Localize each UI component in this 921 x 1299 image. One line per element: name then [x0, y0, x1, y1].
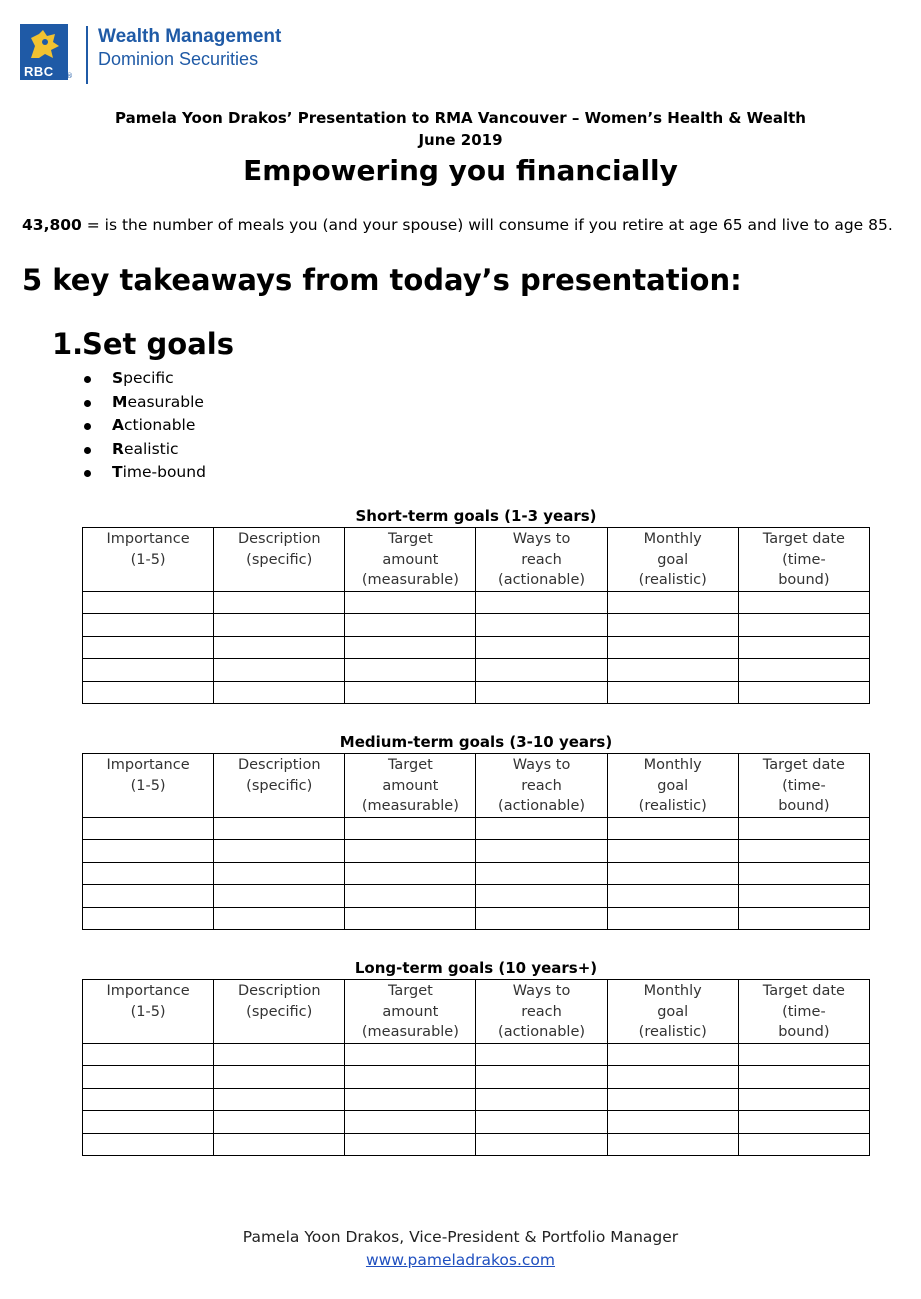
- table-cell[interactable]: [345, 1133, 476, 1156]
- table-header-row: [83, 980, 870, 1044]
- table-row: [83, 591, 870, 614]
- table-cell[interactable]: [83, 1088, 214, 1111]
- short-term-title: Short-term goals (1-3 years): [355, 507, 597, 525]
- table-cell[interactable]: [345, 636, 476, 659]
- column-header-line: Ways to: [512, 531, 571, 547]
- table-cell[interactable]: [83, 1133, 214, 1156]
- medium-term-title: Medium-term goals (3-10 years): [339, 733, 613, 751]
- table-row: [83, 614, 870, 637]
- table-cell[interactable]: [83, 840, 214, 863]
- smart-rest: ctionable: [124, 416, 196, 435]
- goal-label: Set goals: [82, 327, 234, 361]
- smart-item-specific: [82, 367, 206, 391]
- column-header-line: (actionable): [498, 1024, 586, 1040]
- table-cell[interactable]: [607, 1066, 738, 1089]
- table-cell[interactable]: [83, 614, 214, 637]
- table-cell[interactable]: [345, 840, 476, 863]
- goal-number: 1.: [52, 327, 84, 361]
- takeaways-heading: 5 key takeaways from today’s presentation:: [22, 263, 742, 297]
- table-cell[interactable]: [214, 681, 345, 704]
- bullet-icon: [84, 470, 91, 477]
- website-link[interactable]: www.pameladrakos.com: [365, 1251, 556, 1269]
- table-row: [83, 681, 870, 704]
- table-cell[interactable]: [738, 885, 869, 908]
- logo-wealth-management: Wealth Management: [98, 26, 282, 47]
- column-header-line: reach: [521, 777, 562, 794]
- table-cell[interactable]: [738, 636, 869, 659]
- table-cell[interactable]: [214, 659, 345, 682]
- table-cell[interactable]: [83, 885, 214, 908]
- table-cell[interactable]: [214, 1066, 345, 1089]
- table-cell[interactable]: [607, 614, 738, 637]
- table-header-row: [83, 754, 870, 818]
- table-cell[interactable]: [476, 1133, 607, 1156]
- column-header: [83, 754, 214, 818]
- column-header-line: (specific): [246, 551, 313, 568]
- column-header: [345, 980, 476, 1044]
- table-row: [83, 1066, 870, 1089]
- table-cell[interactable]: [738, 1066, 869, 1089]
- table-cell[interactable]: [345, 659, 476, 682]
- table-cell[interactable]: [607, 681, 738, 704]
- table-row: [83, 1043, 870, 1066]
- table-cell[interactable]: [476, 862, 607, 885]
- table-cell[interactable]: [345, 1066, 476, 1089]
- column-header-line: Target: [387, 757, 433, 773]
- table-cell[interactable]: [476, 817, 607, 840]
- smart-item-measurable: [82, 391, 206, 415]
- rbc-logo: [20, 24, 280, 86]
- table-cell[interactable]: [345, 1111, 476, 1134]
- smart-rest: ealistic: [123, 439, 179, 458]
- smart-rest: easurable: [127, 392, 204, 411]
- column-header-line: Importance: [106, 983, 190, 999]
- smart-item-actionable: [82, 414, 206, 438]
- smart-rest: ime-bound: [122, 463, 206, 482]
- table-row: [83, 636, 870, 659]
- table-cell[interactable]: [83, 1111, 214, 1134]
- column-header-line: (realistic): [638, 798, 707, 814]
- column-header-line: Target date: [762, 531, 845, 547]
- column-header: [738, 528, 869, 592]
- table-cell[interactable]: [214, 840, 345, 863]
- meals-statement: [22, 216, 893, 234]
- bullet-icon: [84, 423, 91, 430]
- table-cell[interactable]: [738, 907, 869, 930]
- column-header: [607, 528, 738, 592]
- table-cell[interactable]: [214, 1111, 345, 1134]
- table-cell[interactable]: [83, 1043, 214, 1066]
- table-cell[interactable]: [476, 840, 607, 863]
- column-header-line: (actionable): [498, 798, 586, 814]
- table-cell[interactable]: [345, 862, 476, 885]
- short-term-goals-table: [82, 527, 870, 704]
- table-cell[interactable]: [476, 1043, 607, 1066]
- table-cell[interactable]: [214, 885, 345, 908]
- column-header-line: reach: [521, 551, 562, 568]
- medium-term-goals-table: [82, 753, 870, 930]
- smart-initial: T: [112, 463, 123, 482]
- presentation-subtitle: Pamela Yoon Drakos’ Presentation to RMA Vancouver – Women’s Health & Wealth: [115, 109, 806, 127]
- column-header-line: (realistic): [638, 1024, 707, 1040]
- table-cell[interactable]: [83, 862, 214, 885]
- column-header-line: goal: [657, 1003, 689, 1020]
- logo-dominion-securities: Dominion Securities: [98, 49, 259, 69]
- table-cell[interactable]: [607, 862, 738, 885]
- table-cell[interactable]: [476, 1066, 607, 1089]
- table-header-row: [83, 528, 870, 592]
- table-cell[interactable]: [738, 1111, 869, 1134]
- column-header-line: (1-5): [130, 777, 166, 794]
- column-header: [214, 528, 345, 592]
- logo-divider: [86, 26, 88, 84]
- table-cell[interactable]: [345, 885, 476, 908]
- table-cell[interactable]: [738, 1043, 869, 1066]
- column-header: [214, 754, 345, 818]
- column-header-line: Target date: [762, 983, 845, 999]
- smart-initial: R: [112, 439, 124, 458]
- table-cell[interactable]: [607, 907, 738, 930]
- table-cell[interactable]: [83, 907, 214, 930]
- table-cell[interactable]: [607, 885, 738, 908]
- bullet-icon: [84, 376, 91, 383]
- table-cell[interactable]: [214, 636, 345, 659]
- footer-link-container: [0, 1249, 921, 1271]
- column-header: [214, 980, 345, 1044]
- column-header-line: amount: [382, 1003, 439, 1020]
- table-cell[interactable]: [83, 681, 214, 704]
- table-cell[interactable]: [83, 636, 214, 659]
- column-header: [83, 528, 214, 592]
- column-header-line: (specific): [246, 1003, 313, 1020]
- column-header-line: (1-5): [130, 1003, 166, 1020]
- rbc-wordmark: RBC: [24, 64, 54, 79]
- bullet-icon: [84, 447, 91, 454]
- table-cell[interactable]: [738, 681, 869, 704]
- table-cell[interactable]: [345, 907, 476, 930]
- column-header-line: Target: [387, 531, 433, 547]
- table-cell[interactable]: [83, 817, 214, 840]
- column-header: [345, 528, 476, 592]
- table-cell[interactable]: [345, 817, 476, 840]
- table-cell[interactable]: [607, 1043, 738, 1066]
- smart-item-time-bound: [82, 461, 206, 485]
- table-cell[interactable]: [83, 659, 214, 682]
- table-cell[interactable]: [214, 1133, 345, 1156]
- page-title: Empowering you financially: [243, 154, 678, 187]
- bullet-icon: [84, 400, 91, 407]
- column-header-line: Monthly: [643, 757, 702, 773]
- table-cell[interactable]: [607, 591, 738, 614]
- column-header-line: Target: [387, 983, 433, 999]
- registered-mark: ®: [66, 72, 73, 80]
- column-header-line: amount: [382, 777, 439, 794]
- column-header: [476, 980, 607, 1044]
- column-header: [738, 980, 869, 1044]
- column-header-line: Description: [237, 757, 321, 773]
- smart-item-realistic: [82, 438, 206, 462]
- table-cell[interactable]: [738, 817, 869, 840]
- table-cell[interactable]: [738, 614, 869, 637]
- lion-icon: [25, 28, 63, 62]
- table-cell[interactable]: [476, 659, 607, 682]
- table-row: [83, 840, 870, 863]
- meals-text: = is the number of meals you (and your spouse) will consume if you retire at age 65 and live to age 85.: [81, 216, 893, 234]
- column-header: [83, 980, 214, 1044]
- column-header-line: goal: [657, 777, 689, 794]
- column-header-line: bound): [778, 798, 830, 814]
- column-header-line: (measurable): [361, 1024, 459, 1040]
- table-cell[interactable]: [738, 1133, 869, 1156]
- long-term-goals-table: [82, 979, 870, 1156]
- table-cell[interactable]: [738, 659, 869, 682]
- column-header-line: Description: [237, 531, 321, 547]
- column-header-line: Importance: [106, 757, 190, 773]
- table-cell[interactable]: [214, 614, 345, 637]
- table-cell[interactable]: [476, 614, 607, 637]
- column-header-line: (time-: [782, 1003, 826, 1020]
- smart-initial: M: [112, 392, 128, 411]
- table-cell[interactable]: [607, 1133, 738, 1156]
- column-header: [607, 754, 738, 818]
- column-header-line: Monthly: [643, 531, 702, 547]
- table-cell[interactable]: [345, 614, 476, 637]
- table-cell[interactable]: [83, 1066, 214, 1089]
- table-row: [83, 1088, 870, 1111]
- table-cell[interactable]: [738, 1088, 869, 1111]
- table-cell[interactable]: [214, 862, 345, 885]
- table-cell[interactable]: [607, 1111, 738, 1134]
- column-header-line: Monthly: [643, 983, 702, 999]
- table-row: [83, 659, 870, 682]
- table-cell[interactable]: [214, 591, 345, 614]
- table-cell[interactable]: [607, 1088, 738, 1111]
- column-header-line: (actionable): [498, 572, 586, 588]
- column-header-line: reach: [521, 1003, 562, 1020]
- column-header: [476, 754, 607, 818]
- table-cell[interactable]: [345, 591, 476, 614]
- table-row: [83, 1111, 870, 1134]
- column-header-line: (specific): [246, 777, 313, 794]
- column-header-line: (1-5): [130, 551, 166, 568]
- table-cell[interactable]: [214, 907, 345, 930]
- table-row: [83, 907, 870, 930]
- table-cell[interactable]: [476, 1088, 607, 1111]
- table-cell[interactable]: [607, 840, 738, 863]
- column-header-line: (measurable): [361, 572, 459, 588]
- column-header: [345, 754, 476, 818]
- table-cell[interactable]: [607, 659, 738, 682]
- table-row: [83, 862, 870, 885]
- column-header-line: (measurable): [361, 798, 459, 814]
- table-cell[interactable]: [738, 591, 869, 614]
- column-header-line: Target date: [762, 757, 845, 773]
- column-header-line: Ways to: [512, 757, 571, 773]
- table-cell[interactable]: [345, 1088, 476, 1111]
- column-header-line: goal: [657, 551, 689, 568]
- table-cell[interactable]: [345, 1043, 476, 1066]
- table-row: [83, 817, 870, 840]
- table-cell[interactable]: [476, 636, 607, 659]
- column-header-line: Ways to: [512, 983, 571, 999]
- table-cell[interactable]: [738, 862, 869, 885]
- presentation-date: June 2019: [418, 131, 503, 149]
- table-cell[interactable]: [345, 681, 476, 704]
- table-cell[interactable]: [476, 681, 607, 704]
- column-header-line: (realistic): [638, 572, 707, 588]
- table-cell[interactable]: [607, 636, 738, 659]
- smart-list: [82, 367, 206, 485]
- smart-initial: A: [112, 416, 124, 435]
- column-header: [476, 528, 607, 592]
- smart-initial: S: [112, 369, 124, 387]
- table-cell[interactable]: [476, 885, 607, 908]
- column-header: [607, 980, 738, 1044]
- table-cell[interactable]: [476, 1111, 607, 1134]
- table-cell[interactable]: [738, 840, 869, 863]
- column-header-line: (time-: [782, 777, 826, 794]
- goal-heading: [52, 327, 234, 361]
- table-cell[interactable]: [476, 591, 607, 614]
- column-header-line: Description: [237, 983, 321, 999]
- table-row: [83, 1133, 870, 1156]
- column-header-line: amount: [382, 551, 439, 568]
- column-header-line: (time-: [782, 551, 826, 568]
- table-cell[interactable]: [476, 907, 607, 930]
- table-cell[interactable]: [214, 1088, 345, 1111]
- column-header: [738, 754, 869, 818]
- table-cell[interactable]: [214, 817, 345, 840]
- smart-rest: pecific: [123, 369, 174, 387]
- column-header-line: Importance: [106, 531, 190, 547]
- column-header-line: bound): [778, 1024, 830, 1040]
- rbc-shield: [20, 24, 68, 80]
- table-cell[interactable]: [607, 817, 738, 840]
- column-header-line: bound): [778, 572, 830, 588]
- long-term-title: Long-term goals (10 years+): [354, 959, 598, 977]
- meals-number: 43,800: [22, 216, 82, 234]
- table-row: [83, 885, 870, 908]
- table-cell[interactable]: [83, 591, 214, 614]
- table-cell[interactable]: [214, 1043, 345, 1066]
- footer-name: Pamela Yoon Drakos, Vice-President & Portfolio Manager: [242, 1228, 679, 1246]
